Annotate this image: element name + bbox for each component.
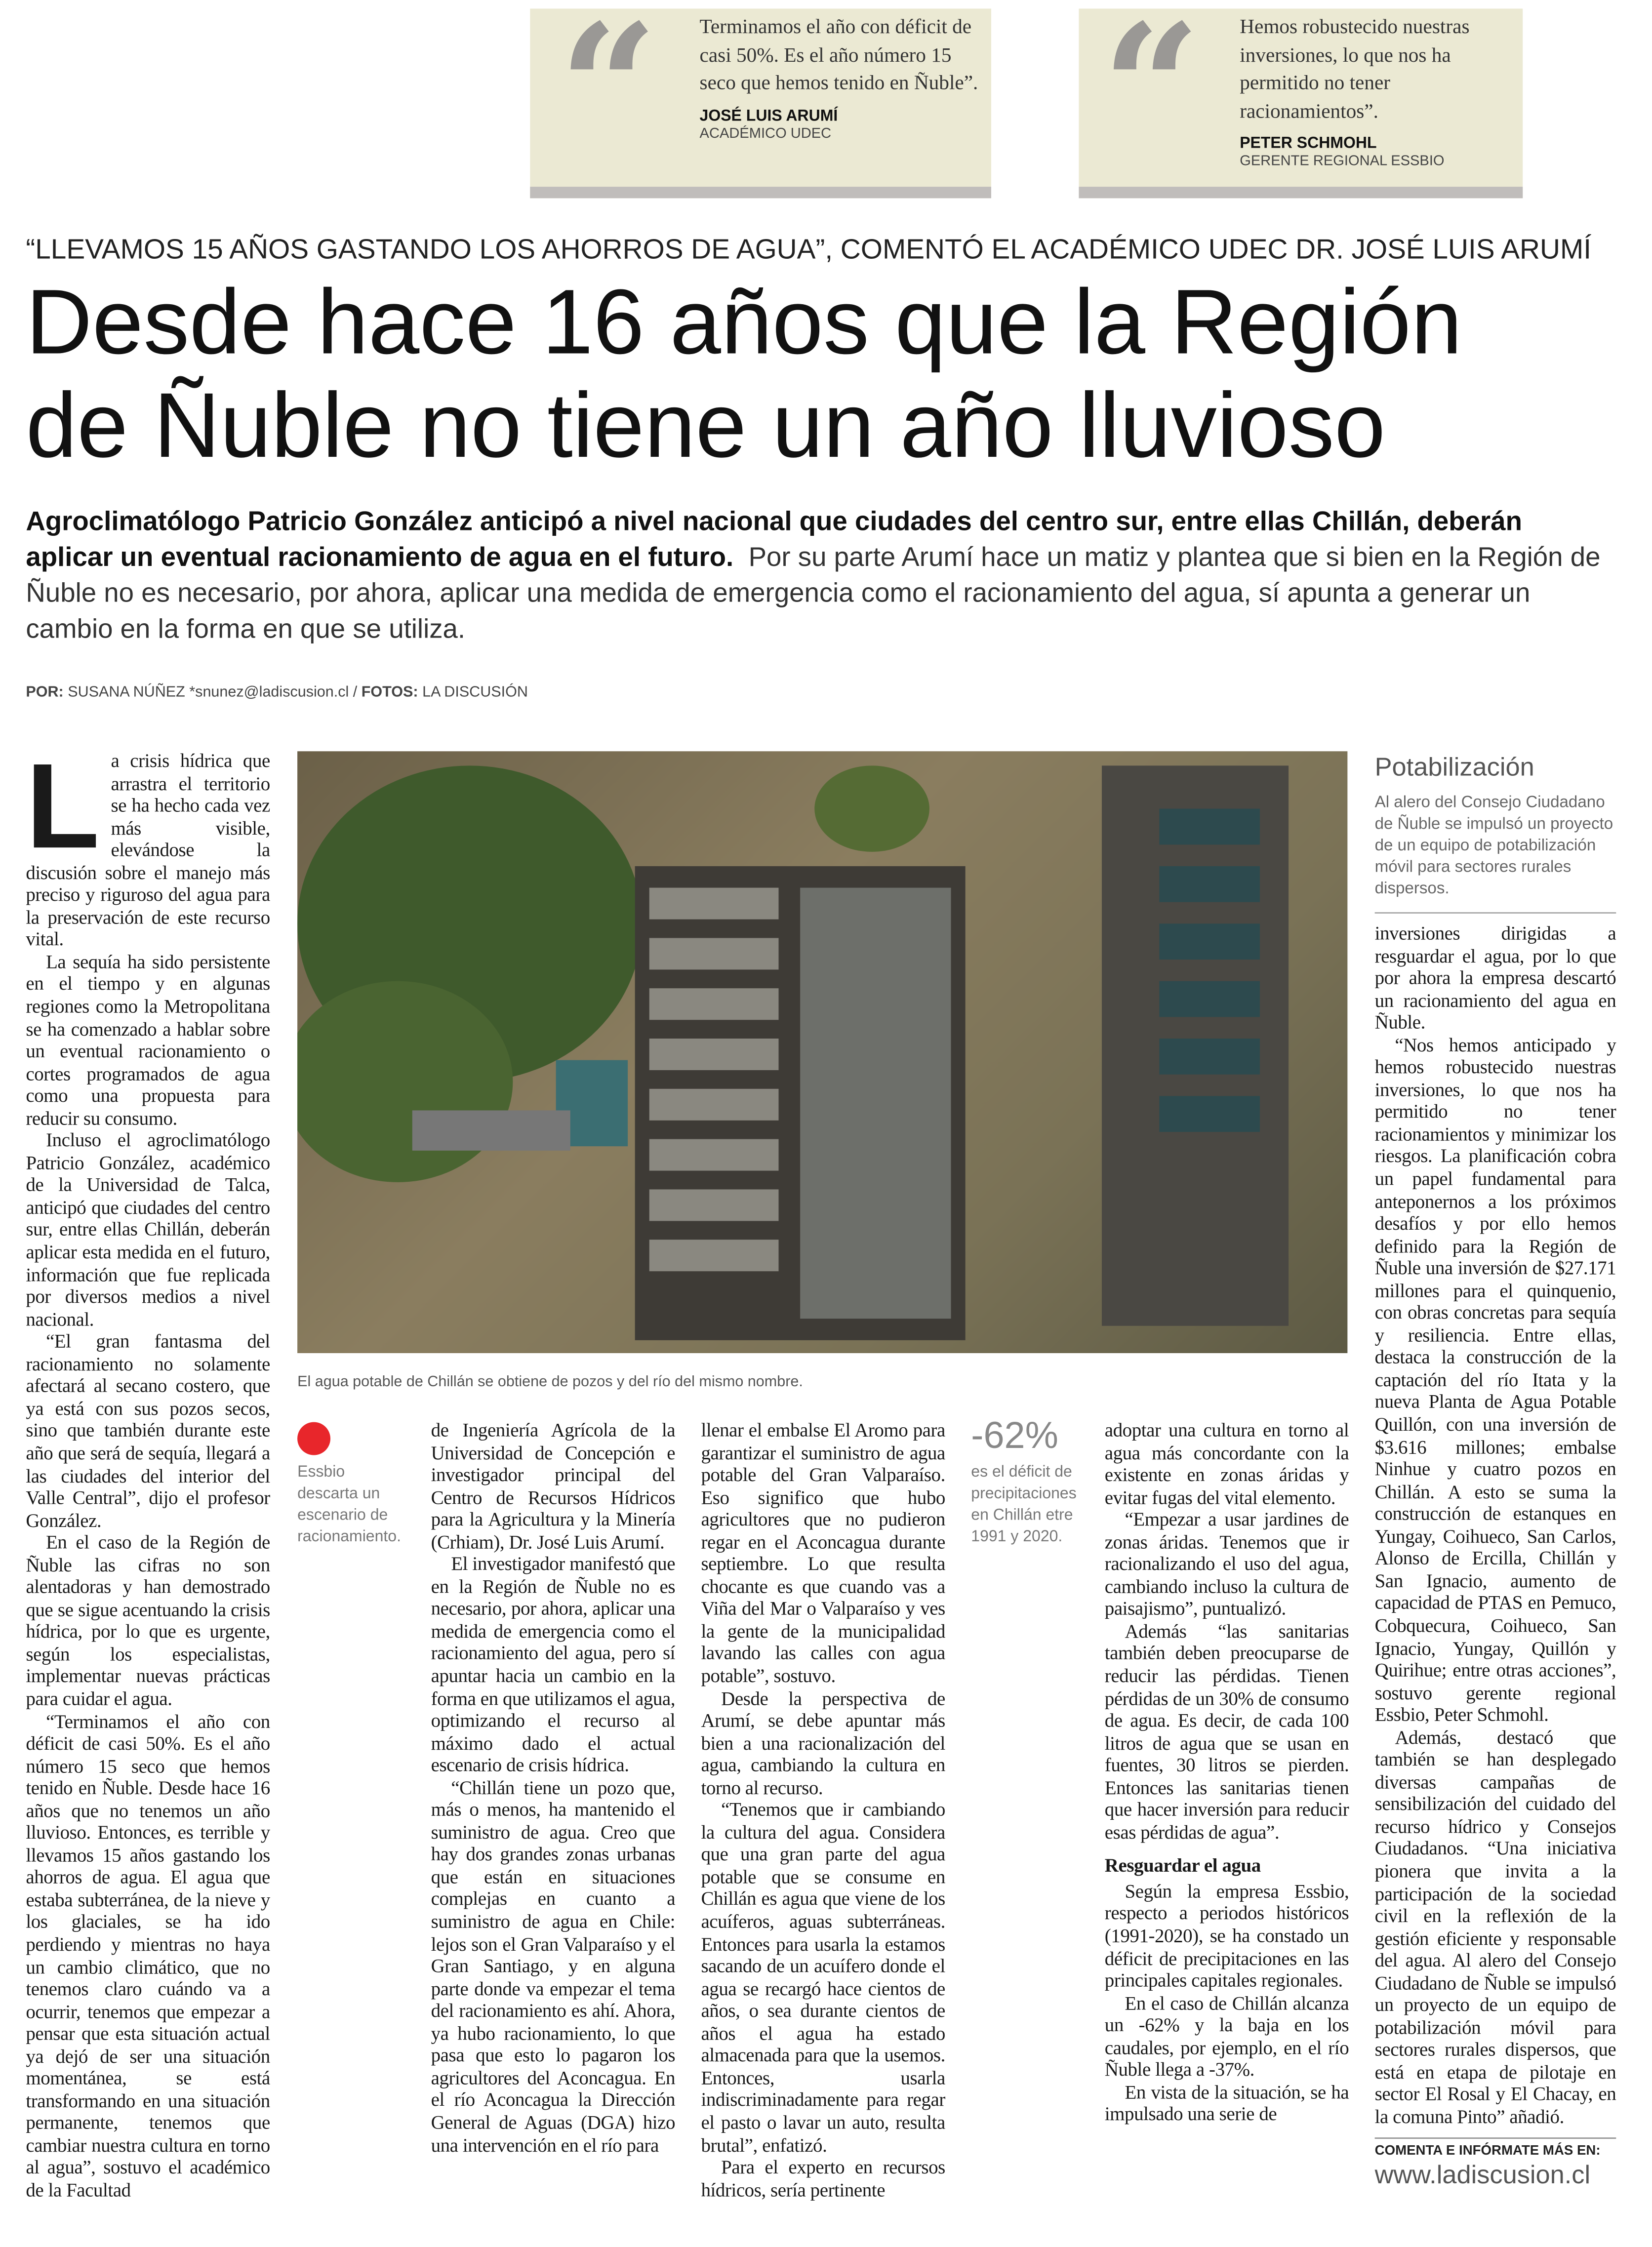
aerial-photo-water-plant — [297, 751, 1347, 1353]
paragraph: “Terminamos el año con déficit de casi 50%. Es el año número 15 seco que hemos tenido en Ñuble. Desde hace 16 años que no tenemos un año lluvioso. Entonces, es terrible y llevamos 15 años gastando los ahorros de agua. El agua que estaba subterránea, de la nieve y los glaciales, se ha ido perdiendo y mientras no haya un cambio climático, que no tenemos claro cuándo va a ocurrir, tenemos que empezar a pensar que esta situación actual ya dejó de ser una situación momentánea, se está transformando en una situación permanente, tenemos que cambiar nuestra cultura en torno al agua”, sostuvo el académico de la Facultad — [26, 1710, 270, 2201]
paragraph: inversiones dirigidas a resguardar el agua, por lo que por ahora la empresa descartó un racionamiento del agua en Ñuble. — [1374, 922, 1616, 1033]
footer-cta: COMENTA E INFÓRMATE MÁS EN: — [1374, 2142, 1601, 2159]
headline-line-1: Desde hace 16 años que la Región — [26, 270, 1462, 374]
right-column — [1375, 750, 1616, 2188]
byline-photo-label: FOTOS: — [361, 683, 418, 701]
paragraph: “Nos hemos anticipado y hemos robustecido nuestras inversiones, lo que nos ha permitido no tener racionamientos y minimizar los riesgos. La planificación cobra un papel fundamental para anteponernos a los próximos desafíos y por ello hemos definido para la Región de Ñuble una inversión de $27.171 millones para el quinquenio, con obras concretas para sequía y resiliencia. Entre ellas, destaca la construcción de la captación del río Itata y la nueva Planta de Agua Potable Quillón, con una inversión de $3.616 millones; embalse Ninhue y cuatro pozos en Chillán. A esto se suma la construcción de estanques en Yungay, Coihueco, San Carlos, Alonso de Ercilla, Chillán y San Ignacio, aumento de capacidad de PTAS en Pemuco, Cobquecura, Coihueco, San Ignacio, Yungay, Quillón y Quirihue; entre otras acciones”, sostuvo gerente regional Essbio, Peter Schmohl. — [1374, 1034, 1616, 1725]
paragraph: de Ingeniería Agrícola de la Universidad de Concepción e investigador principal del Centro de Recursos Hídricos para la Agricultura y la Minería (Crhiam), Dr. José Luis Arumí. — [431, 1419, 676, 1553]
quote-mark-icon: “ — [559, 0, 658, 190]
stat-value: -62% — [971, 1413, 1058, 1457]
pull-quote-schmohl — [1079, 0, 1523, 198]
paragraph: En vista de la situación, se ha impulsado una serie de — [1104, 2081, 1349, 2126]
red-dot-icon — [297, 1422, 330, 1455]
quote-author-role: ACADÉMICO UDEC — [699, 126, 832, 142]
article-headline — [26, 270, 1462, 477]
byline — [26, 684, 528, 701]
article-column-3 — [701, 1419, 945, 2201]
stat-text: es el déficit de precipitaciones en Chillán etre 1991 y 2020. — [971, 1463, 1077, 1546]
deck-bold: Agroclimatólogo Patricio González anticipó a nivel nacional que ciudades del centro sur, entre ellas Chillán, deberán aplicar un eventual racionamiento de agua en el futuro. — [26, 505, 1522, 572]
paragraph: a crisis hídrica que arrastra el territorio se ha hecho cada vez más visible, elevándose la discusión sobre el manejo más preciso y riguroso del agua para la preservación de este recurso vital. — [26, 750, 270, 950]
quote-text: Hemos robustecido nuestras inversiones, lo que nos ha permitido no tener racionamientos”. — [1240, 15, 1470, 123]
quote-author: JOSÉ LUIS ARUMÍ — [699, 107, 838, 125]
paragraph: Desde la perspectiva de Arumí, se debe apuntar más bien a una racionalización del agua, cambiando la cultura en torno al recurso. — [701, 1687, 945, 1798]
quote-text: Terminamos el año con déficit de casi 50%. Es el año número 15 seco que hemos tenido en Ñuble”. — [699, 15, 978, 95]
paragraph: “Chillán tiene un pozo que, más o menos, ha mantenido el suministro de agua. Creo que hay dos grandes zonas urbanas que están en situaciones complejas en cuanto a suministro de agua en Chile: lejos son el Gran Valparaíso y el Gran Santiago, y en alguna parte donde va empezar el tema del racionamiento es ahí. Ahora, ya hubo racionamiento, lo que pasa que esto lo pagaron los agricultores del Aconcagua. En el río Aconcagua la Dirección General de Aguas (DGA) hizo una intervención en el río para — [431, 1776, 676, 2156]
paragraph: Además “las sanitarias también deben preocuparse de reducir las pérdidas. Tienen pérdidas de un 30% de consumo de agua. Es decir, de cada 100 litros de agua que se usan en fuentes, 30 litros se pierden. Entonces las sanitarias tienen que hacer inversión para reducir esas pérdidas de agua”. — [1104, 1620, 1349, 1843]
article-column-1 — [26, 738, 270, 2201]
photo-caption: El agua potable de Chillán se obtiene de pozos y del río del mismo nombre. — [297, 1373, 803, 1391]
pull-quote-arumi — [530, 0, 991, 198]
quote-mark-icon: “ — [1101, 0, 1201, 190]
side-note: Essbio descarta un escenario de racionamiento. — [297, 1463, 401, 1546]
paragraph: llenar el embalse El Aromo para garantizar el suministro de agua potable del Gran Valparaíso. Eso significo que hubo agricultores que no pudieron regar en el Aconcagua durante septiembre. Lo que resulta chocante es que cuando vas a Viña del Mar o Valparaíso y ves la gente de la municipalidad lavando las calles con agua potable”, sostuvo. — [701, 1419, 945, 1686]
quote-body — [1240, 14, 1511, 175]
paragraph: En el caso de la Región de Ñuble las cifras no son alentadoras y han demostrado que se sigue acentuando la crisis hídrica, por lo que es urgente, según los especialistas, implementar nuevas prácticas para cuidar el agua. — [26, 1531, 270, 1710]
photo-illustration — [297, 751, 1347, 1353]
paragraph: adoptar una cultura en torno al agua más concordante con la existente en zonas áridas y evitar fugas del vital elemento. — [1104, 1419, 1349, 1508]
paragraph: Incluso el agroclimatólogo Patricio González, académico de la Universidad de Talca, anticipó que ciudades del centro sur, entre ellas Chillán, deberán aplicar esta medida en el futuro, información que fue replicada por diversos medios a nivel nacional. — [26, 1129, 270, 1330]
sidebar-text: Al alero del Consejo Ciudadano de Ñuble se impulsó un proyecto de un equipo de potabilización móvil para sectores rurales dispersos. — [1374, 794, 1613, 898]
paragraph: Además, destacó que también se han desplegado diversas campañas de sensibilización del cuidado del recurso hídrico y Consejos Ciudadanos. “Una iniciativa pionera que invita a la participación de la sociedad civil en la reflexión de la gestión eficiente y responsable del agua. Al alero del Consejo Ciudadano de Ñuble se impulsó un proyecto de un equipo de potabilización móvil para sectores rurales dispersos, que está en etapa de pilotaje en sector El Rosal y El Chacay, en la comuna Pinto” añadió. — [1374, 1726, 1616, 2127]
deck-text: Por su parte Arumí hace un matiz y plantea que si bien en la Región de Ñuble no es necesario, por ahora, aplicar una medida de emergencia como el racionamiento del agua, sí apunta a generar un cambio en la forma en que se utiliza. — [26, 541, 1601, 644]
headline-line-2: de Ñuble no tiene un año lluvioso — [26, 373, 1386, 477]
paragraph: “Empezar a usar jardines de zonas áridas. Tenemos que ir racionalizando el uso del agua, cambiando incluso la cultura de paisajismo”, puntualizó. — [1104, 1508, 1349, 1620]
sidebar-divider — [1375, 912, 1616, 914]
byline-label: POR: — [26, 683, 64, 701]
website-link[interactable]: www.ladiscusion.cl — [1374, 2160, 1591, 2189]
paragraph: En el caso de Chillán alcanza un -62% y la baja en los caudales, por ejemplo, en el río Ñuble llega a -37%. — [1104, 1992, 1349, 2081]
article-column-4 — [1105, 1419, 1349, 2126]
byline-author: SUSANA NÚÑEZ *snunez@ladiscusion.cl / — [68, 683, 358, 701]
paragraph: Para el experto en recursos hídricos, sería pertinente — [701, 2156, 945, 2200]
paragraph: Según la empresa Essbio, respecto a periodos históricos (1991-2020), se ha constado un déficit de precipitaciones en las principales capitales regionales. — [1104, 1880, 1349, 1991]
paragraph: La sequía ha sido persistente en el tiempo y en algunas regiones como la Metropolitana se ha comenzado a hablar sobre un eventual racionamiento o cortes programados de agua como una propuesta para reducir su consumo. — [26, 951, 270, 1129]
byline-photo-credit: LA DISCUSIÓN — [422, 683, 528, 701]
paragraph: El investigador manifestó que en la Región de Ñuble no es necesario, por ahora, aplicar una medida de emergencia como el racionamiento del agua, pero sí apuntar hacia un cambio en la forma en que utilizamos el agua, optimizando el recurso al máximo dado el actual escenario de crisis hídrica. — [431, 1553, 676, 1776]
article-column-2 — [431, 1419, 675, 2156]
article-column-5 — [1375, 922, 1616, 2128]
article-deck — [26, 503, 1606, 646]
paragraph: “El gran fantasma del racionamiento no solamente afectará al secano costero, que ya está con sus pozos secos, sino que también durante este año que será de sequía, llegará a las ciudades del interior del Valle Central”, dijo el profesor González. — [26, 1330, 270, 1531]
article-kicker: “LLEVAMOS 15 AÑOS GASTANDO LOS AHORROS DE AGUA”, COMENTÓ EL ACADÉMICO UDEC DR. JOSÉ LUIS ARUMÍ — [26, 234, 1592, 266]
drop-cap: L — [26, 738, 100, 874]
quote-author-role: GERENTE REGIONAL ESSBIO — [1240, 154, 1445, 170]
footer-divider — [1375, 2137, 1616, 2138]
sidebar-title: Potabilización — [1374, 753, 1534, 782]
quote-body — [700, 14, 980, 175]
subheading: Resguardar el agua — [1104, 1855, 1261, 1877]
quote-author: PETER SCHMOHL — [1240, 135, 1377, 153]
paragraph: “Tenemos que ir cambiando la cultura del agua. Considera que una gran parte del agua potable que se consume en Chillán es agua que viene de los acuíferos, aguas subterráneas. Entonces para usarla la estamos sacando de un acuífero donde el agua se recargó hace cientos de años, o sea durante cientos de años el agua ha estado almacenada para que la usemos. Entonces, usarla indiscriminadamente para regar el pasto o lavar un auto, resulta brutal”, enfatizó. — [701, 1799, 945, 2156]
